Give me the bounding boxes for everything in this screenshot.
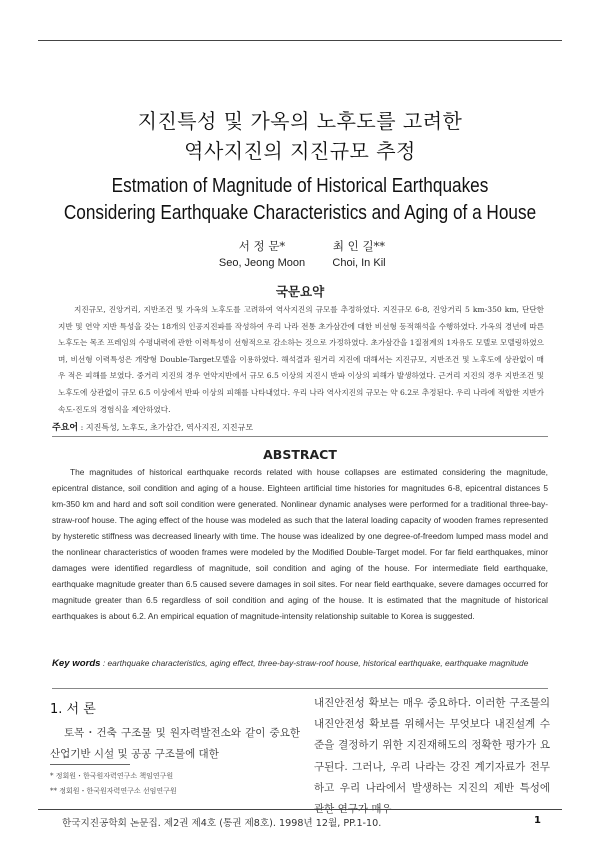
english-keywords-list: earthquake characteristics, aging effect, three-bay-straw-roof house, historical earthquake, earthquake magnitude	[107, 658, 529, 668]
english-abstract-heading: ABSTRACT	[263, 447, 337, 462]
korean-abstract-heading: 국문요약	[275, 284, 325, 299]
author-2-name-en: Choi, In Kil	[332, 257, 386, 269]
english-abstract-text: The magnitudes of historical earthquake records related with house collapses are estimated considering the magnitude, epicentral distance, soil condition and aging of a house. Eighteen artificial time histories for magnitudes 6-8, epicentral distances 5 km-350 km and hard and soft soil condition were generated. Nonlinear dynamic analyses were performed for a traditional three-bay-straw-roof house. The aging effect of the house was modeled as such that the lateral loading capacity of wooden frames represented by hysteretic stiffness was decreased linearly with time. The house was idealized by one degree-of-freedom lumped mass model and the nonlinear characteristics of wooden frames were modeled by the Modified Double-Target model. For far field earthquakes, minor damages were identified regardless of magnitude, soil condition and aging of the house. For intermediate field earthquake, earthquake magnitude greater than 6.5 caused severe damages in soil sites. For near field earthquake, severe damages occurred for magnitude greater than 6.5 regardless of soil condition and aging of the house. It is estimated that the magnitude of historical earthquakes is about 6.2. An empirical equation of magnitude-intensity relationship suitable to Korea is suggested.	[52, 467, 548, 621]
footnote-1: * 정회원・한국원자력연구소 책임연구원	[50, 772, 174, 780]
author-1-name-ko: 서 정 문*	[238, 239, 286, 253]
top-rule	[38, 40, 562, 41]
english-keywords-label: Key words	[52, 658, 101, 669]
title-ko-line-1: 지진특성 및 가옥의 노후도를 고려한	[137, 109, 463, 133]
korean-keywords-list: 지진특성, 노후도, 초가삼간, 역사지진, 지진규모	[85, 423, 254, 432]
author-1	[212, 238, 312, 269]
journal-footer: 한국지진공학회 논문집. 제2권 제4호 (통권 제8호). 1998년 12월, PP.1-10.	[62, 818, 382, 829]
bottom-rule	[38, 809, 562, 810]
keywords-divider-ko	[52, 436, 548, 437]
section-1-left-column: 토목・건축 구조물 및 원자력발전소와 같이 중요한 산업기반 시설 및 공공 구조물에 대한	[50, 727, 300, 760]
page-number: 1	[534, 815, 541, 826]
korean-keywords-label: 주요어	[52, 423, 79, 433]
title-ko-line-2: 역사지진의 지진규모 추정	[184, 139, 416, 163]
keywords-divider-en	[52, 688, 548, 689]
author-1-name-en: Seo, Jeong Moon	[218, 257, 306, 269]
title-en-line-2: Considering Earthquake Characteristics and Aging of a House	[63, 202, 537, 224]
korean-abstract-text: 지진규모, 진앙거리, 지반조건 및 가옥의 노후도를 고려하여 역사지진의 규모를 추정하였다. 지진규모 6-8, 진앙거리 5 km-350 km, 단단한 지반 및 연약 지반 특성을 갖는 18개의 인공지진파를 작성하여 우리 나라 전통 초가삼간에 대한 비선형 동적해석을 수행하였다. 가옥의 경년에 따른 노후도는 목조 프레임의 수평내력에 관한 이력특성이 선형적으로 감소하는 것으로 가정하였다. 초가삼간을 1질점계의 1자유도 모델로 모델링하였으며, 비선형 이력특성은 개량형 Double-Target모델을 이용하였다. 해석결과 원거리 지진에 대해서는 지진규모, 지반조건 및 노후도에 상관없이 매우 적은 피해를 보였다. 중거리 지진의 경우 연약지반에서 규모 6.5 이상의 지진시 반파 이상의 피해가 발생하였다. 근거리 지진의 경우 지반조건 및 노후도에 상관없이 규모 6.5 이상에서 반파 이상의 피해를 나타내었다. 우리 나라 역사지진의 규모는 약 6.2로 추정된다. 우리 나라에 적합한 지반가속도-진도의 경험식을 제안하였다.	[58, 305, 544, 414]
section-1-title: 1. 서 론	[50, 702, 96, 717]
title-en-line-1: Estmation of Magnitude of Historical Earthquakes	[111, 175, 489, 197]
section-1-right-column: 내진안전성 확보는 매우 중요하다. 이러한 구조물의 내진안전성 확보를 위해서는 무엇보다 내진설계 수준을 결정하기 위한 지진재해도의 정확한 평가가 요구된다. 그러나, 우리 나라는 강진 계기자료가 전무하고 우리 나라에서 발생하는 지진의 제반 특성에 관한 연구가 매우	[314, 697, 550, 816]
korean-keywords: 주요어 : 지진특성, 노후도, 초가삼간, 역사지진, 지진규모	[52, 423, 254, 433]
english-keywords: Key words : earthquake characteristics, aging effect, three-bay-straw-roof house, historical earthquake, earthquake magnitude	[52, 658, 529, 669]
footnote-rule	[50, 764, 130, 765]
author-2	[304, 238, 414, 269]
author-2-name-ko: 최 인 길**	[332, 239, 386, 253]
footnote-2: ** 정회원・한국원자력연구소 선임연구원	[50, 787, 177, 795]
